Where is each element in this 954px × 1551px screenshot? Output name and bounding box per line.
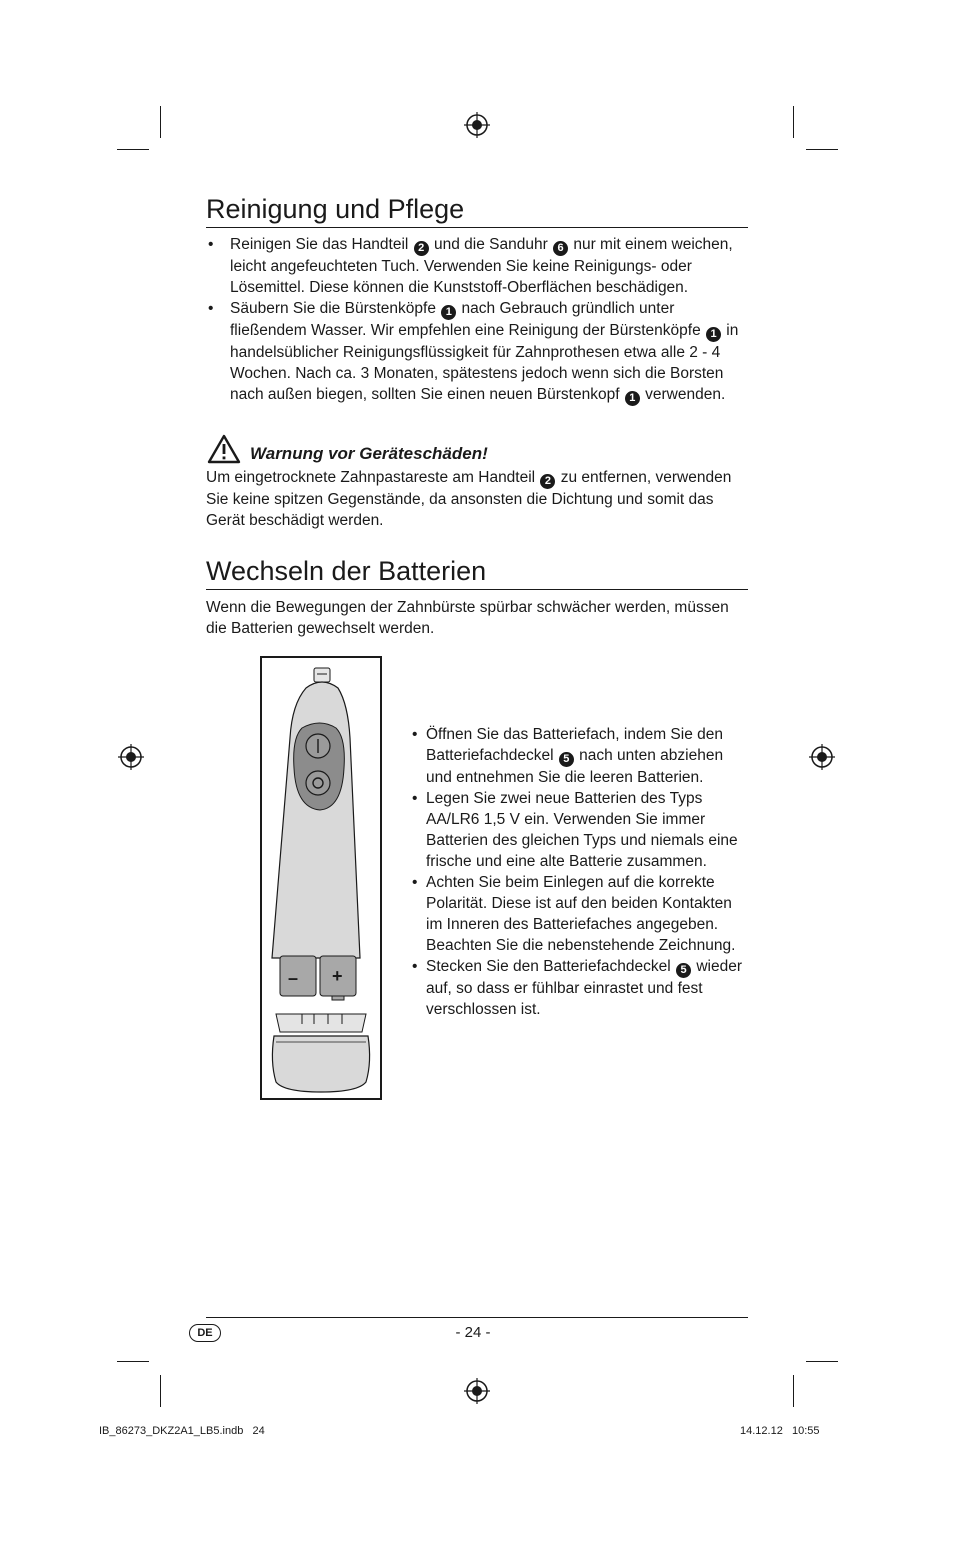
callout-number: 5 bbox=[676, 963, 691, 978]
crop-mark bbox=[806, 1361, 838, 1362]
registration-mark-icon bbox=[118, 744, 144, 770]
list-item: • Stecken Sie den Batteriefachdeckel 5 wieder auf, so dass er fühlbar einrastet und fest verschlossen ist. bbox=[410, 956, 750, 1020]
callout-number: 2 bbox=[414, 241, 429, 256]
warning-triangle-icon bbox=[207, 434, 241, 464]
section-rule bbox=[206, 589, 748, 590]
toothbrush-handle-illustration bbox=[262, 658, 380, 1098]
registration-mark-icon bbox=[464, 1378, 490, 1404]
batteries-intro: Wenn die Bewegungen der Zahnbürste spürbar schwächer werden, müssen die Batterien gewechselt werden. bbox=[206, 599, 729, 637]
crop-mark bbox=[793, 106, 794, 138]
list-item: • Säubern Sie die Bürstenköpfe 1 nach Gebrauch gründlich unter fließendem Wasser. Wir empfehlen eine Reinigung der Bürstenköpfe 1 in handelsüblicher Reinigungsflüssigkeit für Zahnprothesen etwa alle 2 - 4 Wochen. Nach ca. 3 Monaten, spätestens jedoch wenn sich die Borsten nach außen biegen, sollten Sie einen neuen Bürstenkopf 1 verwenden. bbox=[206, 298, 750, 406]
battery-figure bbox=[260, 656, 382, 1100]
crop-mark bbox=[117, 149, 149, 150]
callout-number: 1 bbox=[706, 327, 721, 342]
callout-number: 1 bbox=[625, 391, 640, 406]
list-item: • Öffnen Sie das Batteriefach, indem Sie den Batteriefachdeckel 5 nach unten abziehen und entnehmen Sie die leeren Batterien. bbox=[410, 724, 750, 788]
list-item: • Reinigen Sie das Handteil 2 und die Sanduhr 6 nur mit einem weichen, leicht angefeuchteten Tuch. Verwenden Sie keine Reinigungs- oder Lösemittel. Diese können die Kunststoff-Oberflächen beschädigen. bbox=[206, 234, 750, 298]
list-item: • Legen Sie zwei neue Batterien des Typs AA/LR6 1,5 V ein. Verwenden Sie immer Batterien des gleichen Typs und niemals eine frische und eine alte Batterie zusammen. bbox=[410, 788, 750, 872]
list-item: • Achten Sie beim Einlegen auf die korrekte Polarität. Diese ist auf den beiden Kontakten im Inneren des Batteriefaches angegeben. Beachten Sie die nebenstehende Zeichnung. bbox=[410, 872, 750, 956]
page-number: - 24 - bbox=[455, 1324, 491, 1341]
registration-mark-icon bbox=[809, 744, 835, 770]
battery-minus-label: – bbox=[288, 968, 299, 988]
warning-title: Warnung vor Geräteschäden! bbox=[250, 444, 488, 463]
crop-mark bbox=[117, 1361, 149, 1362]
battery-plus-label: + bbox=[332, 966, 343, 986]
language-badge: DE bbox=[189, 1324, 221, 1342]
file-info: IB_86273_DKZ2A1_LB5.indb 24 bbox=[99, 1425, 265, 1437]
callout-number: 2 bbox=[540, 474, 555, 489]
section-title-batteries: Wechseln der Batterien bbox=[206, 556, 487, 586]
warning-text: Um eingetrocknete Zahnpastareste am Handteil 2 zu entfernen, verwenden Sie keine spitzen Gegenstände, da ansonsten die Dichtung und somit das Gerät beschädigt werden. bbox=[206, 469, 732, 529]
batteries-bullet-list bbox=[410, 724, 750, 1020]
crop-mark bbox=[793, 1375, 794, 1407]
registration-mark-icon bbox=[464, 112, 490, 138]
print-datetime: 14.12.12 10:55 bbox=[740, 1425, 820, 1437]
crop-mark bbox=[160, 1375, 161, 1407]
callout-number: 1 bbox=[441, 305, 456, 320]
section-rule bbox=[206, 227, 748, 228]
callout-number: 5 bbox=[559, 752, 574, 767]
footer-rule bbox=[206, 1317, 748, 1318]
callout-number: 6 bbox=[553, 241, 568, 256]
section-title-cleaning: Reinigung und Pflege bbox=[206, 194, 465, 224]
crop-mark bbox=[160, 106, 161, 138]
cleaning-bullet-list bbox=[206, 234, 750, 406]
crop-mark bbox=[806, 149, 838, 150]
